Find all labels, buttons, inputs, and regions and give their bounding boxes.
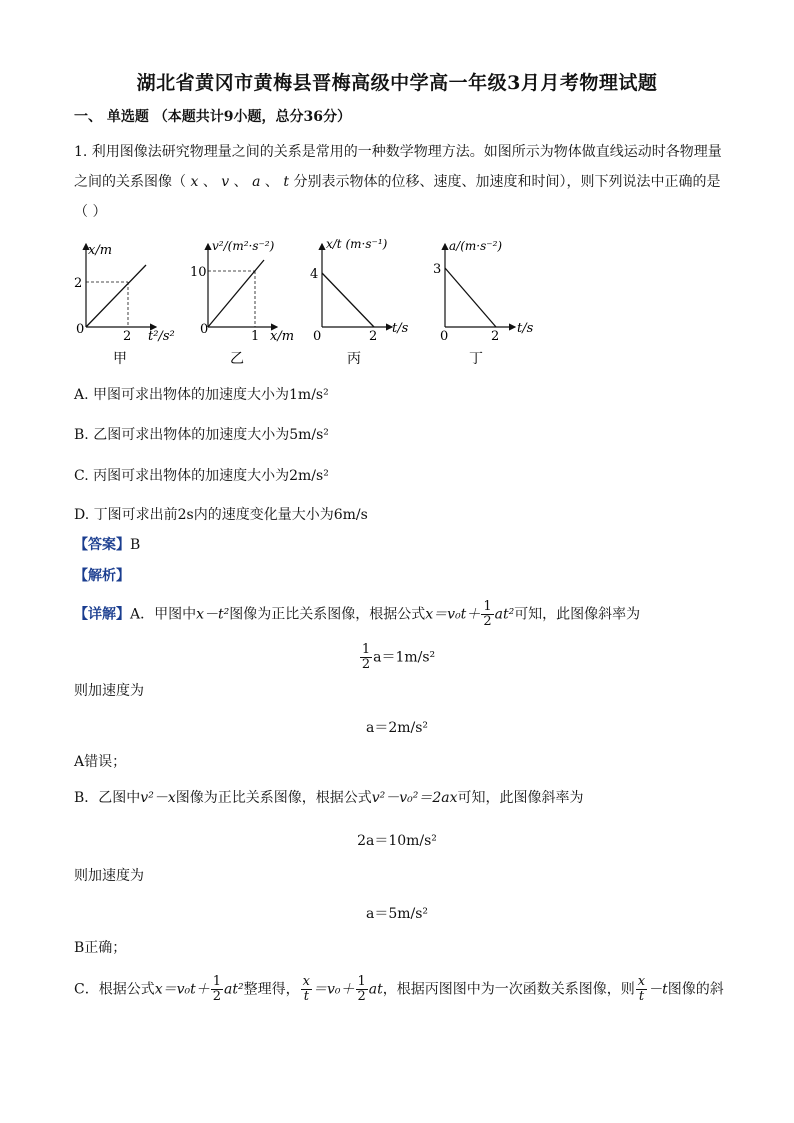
option-c: C. 丙图可求出物体的加速度大小为2m/s² <box>74 468 329 484</box>
symbol-t: t <box>283 174 289 190</box>
question-line-3: （ ） <box>74 204 107 220</box>
equation-b2: a＝5m/s² <box>365 906 429 922</box>
detail-c-line <box>74 975 724 1004</box>
equation-a2: a＝2m/s² <box>365 720 429 736</box>
detail-b-text1: 图像为正比关系图像，根据公式 <box>175 790 372 806</box>
equation-a1 <box>0 643 794 672</box>
option-a: A. 甲图可求出物体的加速度大小为1m/s² <box>74 387 329 403</box>
graph-yi-xlabel: x/m <box>270 329 295 344</box>
symbol-a: a <box>252 174 261 190</box>
graph-yi <box>190 239 294 367</box>
detail-c-text2: ，根据丙图图中为一次函数关系图像，则 <box>382 981 635 998</box>
graph-ding-origin: 0 <box>440 329 449 344</box>
detail-a-line <box>74 600 640 629</box>
detail-b-text2: 可知，此图像斜率为 <box>457 790 584 806</box>
fraction-denominator: t <box>638 989 645 1004</box>
equation-a1-text: a＝1m/s² <box>373 649 436 666</box>
graph-bing-xlabel: t/s <box>392 321 409 336</box>
graph-ding-line <box>445 268 496 327</box>
x-over-t-fraction <box>636 975 647 1004</box>
fraction-numerator: x <box>637 974 646 989</box>
graph-ding-ytick: 3 <box>433 262 442 277</box>
graph-jia-xtick: 2 <box>123 329 132 344</box>
symbol-x: x <box>190 174 199 190</box>
question-line-2-start: 之间的关系图像（ <box>74 174 186 190</box>
graph-ding-xtick: 2 <box>491 329 500 344</box>
section-heading: 一、 单选题 （本题共计9小题，总分36分） <box>74 109 351 125</box>
separator: 、 <box>233 174 248 190</box>
detail-a-text2: 可知，此图像斜率为 <box>514 606 641 623</box>
detail-c-text3: 图像的斜 <box>667 981 724 998</box>
answer-value: B <box>130 537 141 553</box>
graph-yi-origin: 0 <box>200 322 209 337</box>
page-title: 湖北省黄冈市黄梅县晋梅高级中学高一年级3月月考物理试题 <box>136 72 658 94</box>
question-line-2 <box>74 172 720 192</box>
graph-jia-caption: 甲 <box>113 351 127 367</box>
detail-b-intro: B．乙图中 <box>74 790 141 806</box>
graph-yi-xtick: 1 <box>251 329 260 344</box>
a-wrong: A错误； <box>74 754 127 770</box>
b-right: B正确； <box>74 940 127 956</box>
symbol-v: v <box>221 174 230 190</box>
fraction-denominator: 2 <box>361 657 371 672</box>
half-fraction <box>356 975 368 1004</box>
fraction-numerator: 1 <box>357 974 366 989</box>
graph-jia <box>74 243 175 367</box>
answer-line <box>74 535 140 555</box>
question-line-2-end: 分别表示物体的位移、速度、加速度和时间），则下列说法中正确的是 <box>293 174 721 190</box>
graph-yi-ytick: 10 <box>190 265 207 280</box>
detail-c-formula2-pre: ＝v₀＋ <box>312 981 355 998</box>
detail-c-formula2-post: at <box>368 981 383 998</box>
detail-c-curve-post: －t <box>648 981 668 998</box>
x-over-t-fraction <box>301 975 312 1004</box>
detail-a-formula-pre: x＝v₀t＋ <box>425 606 481 623</box>
graph-ding <box>433 239 534 367</box>
analysis-label: 【解析】 <box>74 568 130 584</box>
graph-bing-ylabel: x/t (m·s⁻¹) <box>326 237 388 251</box>
graph-ding-xlabel: t/s <box>517 321 534 336</box>
then-acceleration-a: 则加速度为 <box>74 683 144 699</box>
half-fraction <box>211 975 223 1004</box>
graph-jia-ytick: 2 <box>74 276 83 291</box>
detail-a-text1: 图像为正比关系图像，根据公式 <box>229 606 426 623</box>
question-line-1: 1. 利用图像法研究物理量之间的关系是常用的一种数学物理方法。如图所示为物体做直线运动时各物理量 <box>74 144 722 160</box>
graph-yi-ylabel: v²/(m²·s⁻²) <box>212 239 275 253</box>
separator: 、 <box>264 174 279 190</box>
equation-b1: 2a＝10m/s² <box>357 833 437 849</box>
graph-yi-caption: 乙 <box>230 351 244 367</box>
then-acceleration-b: 则加速度为 <box>74 868 144 884</box>
graph-yi-line <box>208 260 264 327</box>
detail-a-formula-post: at² <box>494 606 515 623</box>
detail-c-intro: C．根据公式 <box>74 981 155 998</box>
detail-c-text1: 整理得， <box>243 981 300 998</box>
detail-b-curve: v²－x <box>140 790 176 806</box>
graph-ding-caption: 丁 <box>469 351 483 367</box>
option-b: B. 乙图可求出物体的加速度大小为5m/s² <box>74 427 329 443</box>
detail-a-curve: x－t² <box>196 606 230 623</box>
detail-b-line <box>74 788 584 808</box>
graph-jia-xlabel: t²/s² <box>148 329 175 344</box>
fraction-numerator: 1 <box>483 599 492 614</box>
graph-bing-xtick: 2 <box>369 329 378 344</box>
half-fraction <box>481 600 493 629</box>
separator: 、 <box>202 174 217 190</box>
fraction-numerator: x <box>302 974 310 989</box>
detail-a-intro: A．甲图中 <box>130 606 197 623</box>
fraction-denominator: 2 <box>483 614 492 629</box>
option-d: D. 丁图可求出前2s内的速度变化量大小为6m/s <box>74 507 368 523</box>
fraction-numerator: 1 <box>361 642 371 657</box>
detail-b-formula: v²－v₀²＝2ax <box>371 790 458 806</box>
graph-jia-line <box>86 265 146 327</box>
answer-label: 【答案】 <box>74 537 130 553</box>
half-fraction <box>360 643 372 672</box>
graph-jia-ylabel: x/m <box>88 243 113 258</box>
fraction-denominator: 2 <box>212 989 222 1004</box>
graph-bing-origin: 0 <box>313 329 322 344</box>
question-graphs <box>70 228 550 374</box>
graph-ding-ylabel: a/(m·s⁻²) <box>449 239 503 253</box>
graph-bing-caption: 丙 <box>347 351 361 367</box>
fraction-numerator: 1 <box>212 974 222 989</box>
graph-bing-line <box>322 273 374 327</box>
graph-bing-ytick: 4 <box>310 267 319 282</box>
graph-jia-origin: 0 <box>76 322 85 337</box>
fraction-denominator: 2 <box>357 989 366 1004</box>
fraction-denominator: t <box>303 989 309 1004</box>
detail-label: 【详解】 <box>74 606 130 623</box>
detail-c-formula-post: at² <box>224 981 244 998</box>
detail-c-formula-pre: x＝v₀t＋ <box>154 981 210 998</box>
graph-bing <box>310 237 409 367</box>
